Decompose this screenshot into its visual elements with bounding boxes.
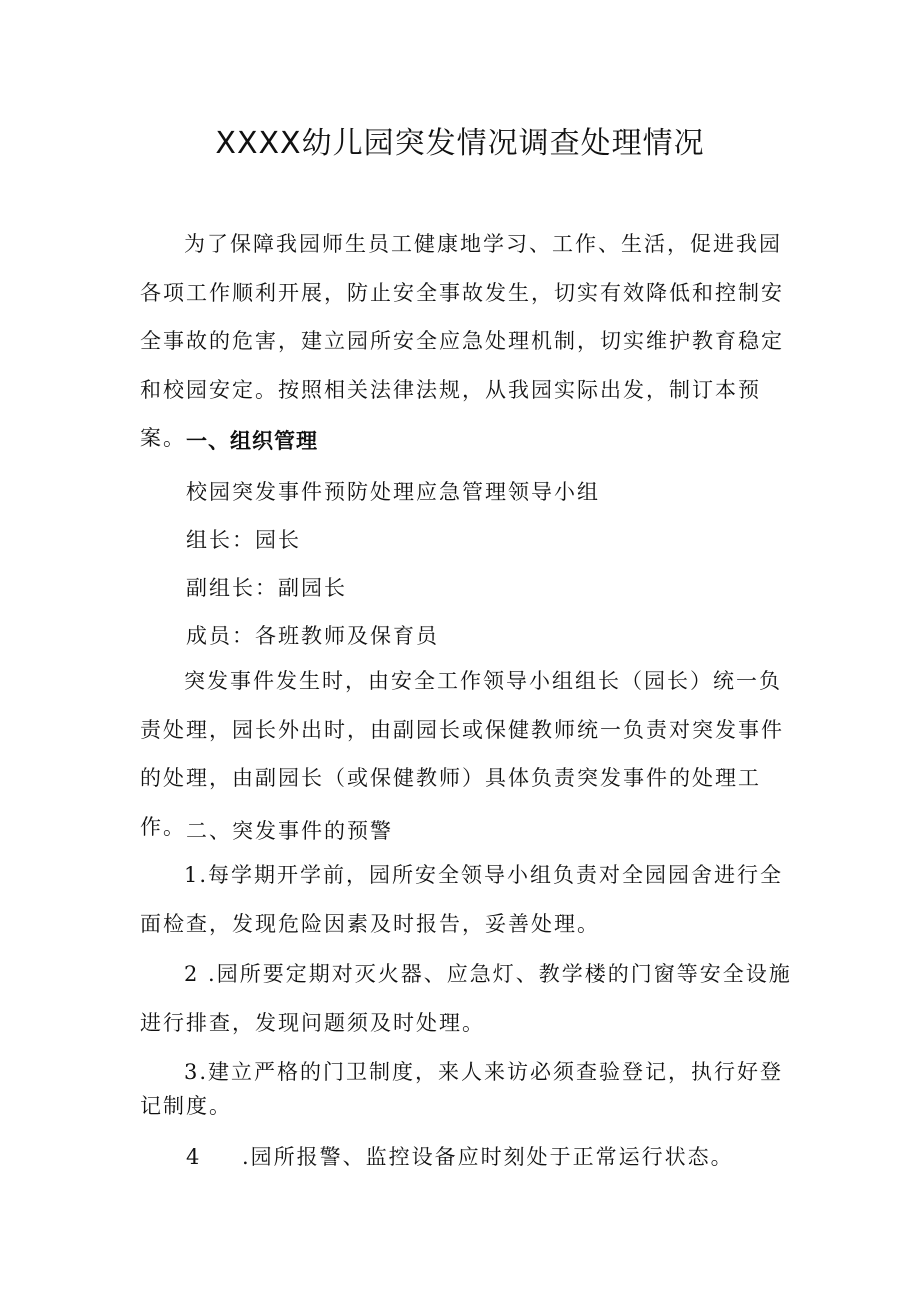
group-members: 成员：各班教师及保育员 bbox=[186, 624, 439, 648]
warning-item-1: 1.每学期开学前，园所安全领导小组负责对全园园舍进行全面检查，发现危险因素及时报告，妥善处理。 bbox=[140, 863, 784, 936]
warning-item-4 bbox=[186, 1141, 866, 1171]
warning-item-4-text: .园所报警、监控设备应时刻处于正常运行状态。 bbox=[242, 1145, 734, 1169]
document-title: XXXX幼儿园突发情况调查处理情况 bbox=[215, 126, 705, 161]
section-heading-organization: 一、组织管理 bbox=[186, 429, 318, 453]
intro-paragraph: 为了保障我园师生员工健康地学习、工作、生活，促进我园各项工作顺利开展，防止安全事故发生，切实有效降低和控制安全事故的危害，建立园所安全应急处理机制，切实维护教育稳定和校园安定。按照相关法律法规，从我园实际出发，制订本预案。 bbox=[140, 232, 784, 450]
group-leader: 组长：园长 bbox=[186, 528, 301, 552]
responsibility-paragraph: 突发事件发生时，由安全工作领导小组组长（园长）统一负责处理，园长外出时，由副园长或保健教师统一负责对突发事件的处理，由副园长（或保健教师）具体负责突发事件的处理工作。 bbox=[140, 669, 784, 839]
warning-item-4-number: 4 bbox=[186, 1145, 202, 1169]
leadership-group-name: 校园突发事件预防处理应急管理领导小组 bbox=[186, 480, 600, 504]
deputy-group-leader: 副组长：副园长 bbox=[186, 576, 347, 600]
section-heading-warning: 二、突发事件的预警 bbox=[186, 819, 393, 843]
warning-item-3: 3.建立严格的门卫制度，来人来访必须查验登记，执行好登记制度。 bbox=[140, 1060, 784, 1118]
warning-item-2: 2 .园所要定期对灭火器、应急灯、教学楼的门窗等安全设施进行排查，发现问题须及时处理。 bbox=[140, 962, 792, 1035]
